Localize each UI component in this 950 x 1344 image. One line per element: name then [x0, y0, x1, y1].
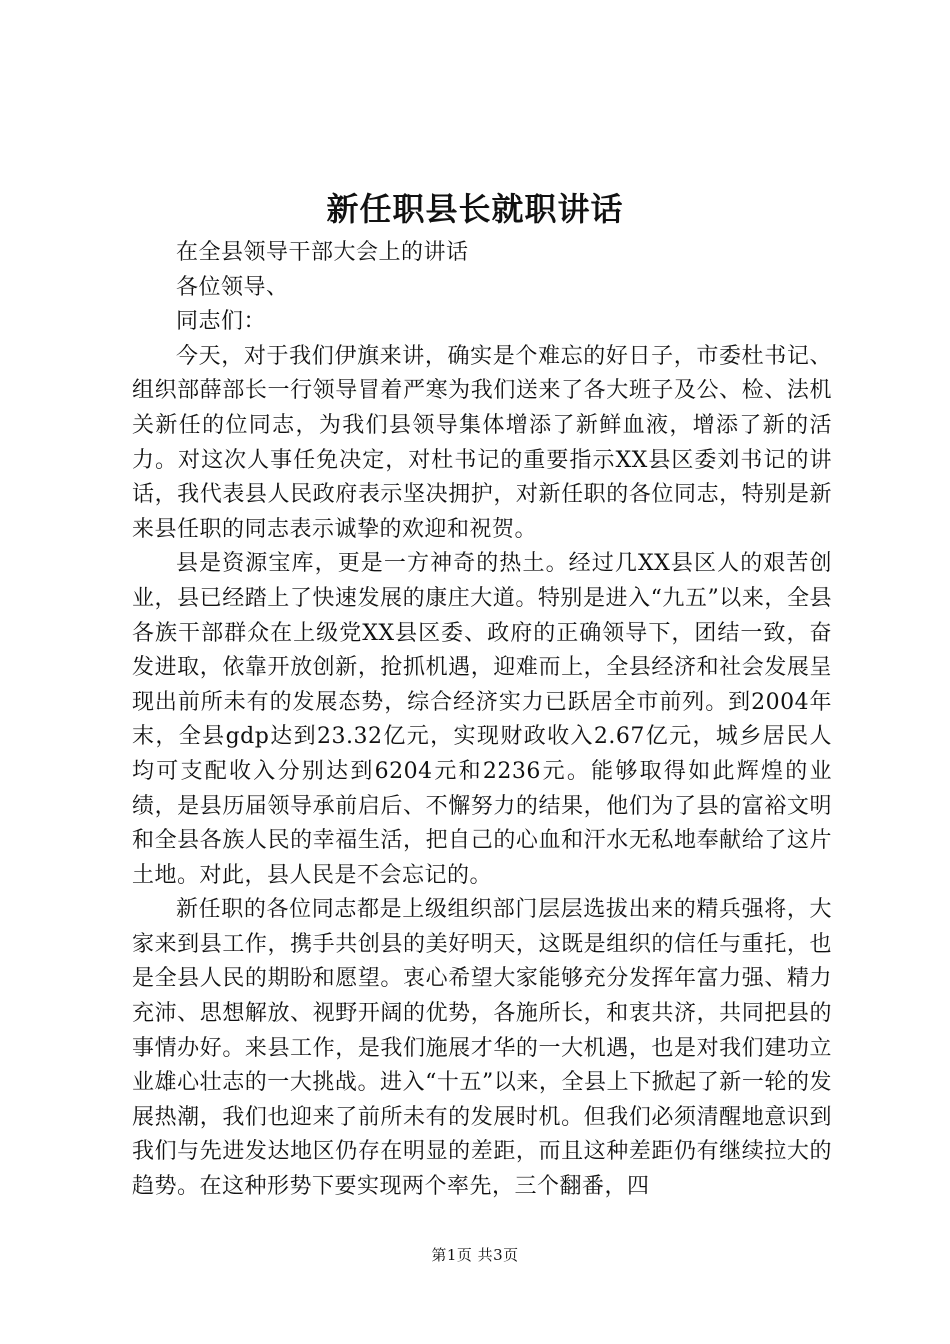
salutation-comrades: 同志们：: [176, 309, 267, 335]
body-paragraph: 县是资源宝库，更是一方神奇的热土。经过几XX县区人的艰苦创业，县已经踏上了快速发展的康庄大道。特别是进入“九五”以来，全县各族干部群众在上级党XX县区委、政府的正确领导下，团结一致，奋发进取，依靠开放创新，抢抓机遇，迎难而上，全县经济和社会发展呈现出前所未有的发展态势，综合经济实力已跃居全市前列。到2004年末，全县gdp达到23.32亿元，实现财政收入2.67亿元，城乡居民人均可支配收入分别达到6204元和2236元。能够取得如此辉煌的业绩，是县历届领导承前启后、不懈努力的结果，他们为了县的富裕文明和全县各族人民的幸福生活，把自己的心血和汗水无私地奉献给了这片土地。对此，县人民是不会忘记的。: [132, 551, 832, 888]
page-number-footer: 第1页 共3页: [431, 1246, 519, 1264]
body-paragraph: 新任职的各位同志都是上级组织部门层层选拔出来的精兵强将，大家来到县工作，携手共创县的美好明天，这既是组织的信任与重托，也是全县人民的期盼和愿望。衷心希望大家能够充分发挥年富力强、精力充沛、思想解放、视野开阔的优势，各施所长，和衷共济，共同把县的事情办好。来县工作，是我们施展才华的一大机遇，也是对我们建功立业雄心壮志的一大挑战。进入“十五”以来，全县上下掀起了新一轮的发展热潮，我们也迎来了前所未有的发展时机。但我们必须清醒地意识到我们与先进发达地区仍存在明显的差距，而且这种差距仍有继续拉大的趋势。在这种形势下要实现两个率先，三个翻番，四: [132, 897, 832, 1200]
document-title: 新任职县长就职讲话: [326, 190, 624, 228]
speech-occasion-line: 在全县领导干部大会上的讲话: [176, 240, 469, 265]
document-body: [132, 236, 832, 1205]
body-paragraph: 今天，对于我们伊旗来讲，确实是个难忘的好日子，市委杜书记、组织部薛部长一行领导冒着严寒为我们送来了各大班子及公、检、法机关新任的位同志，为我们县领导集体增添了新鲜血液，增添了新的活力。对这次人事任免决定，对杜书记的重要指示XX县区委刘书记的讲话，我代表县人民政府表示坚决拥护，对新任职的各位同志，特别是新来县任职的同志表示诚挚的欢迎和祝贺。: [132, 343, 832, 542]
salutation-leaders: 各位领导、: [176, 274, 289, 300]
